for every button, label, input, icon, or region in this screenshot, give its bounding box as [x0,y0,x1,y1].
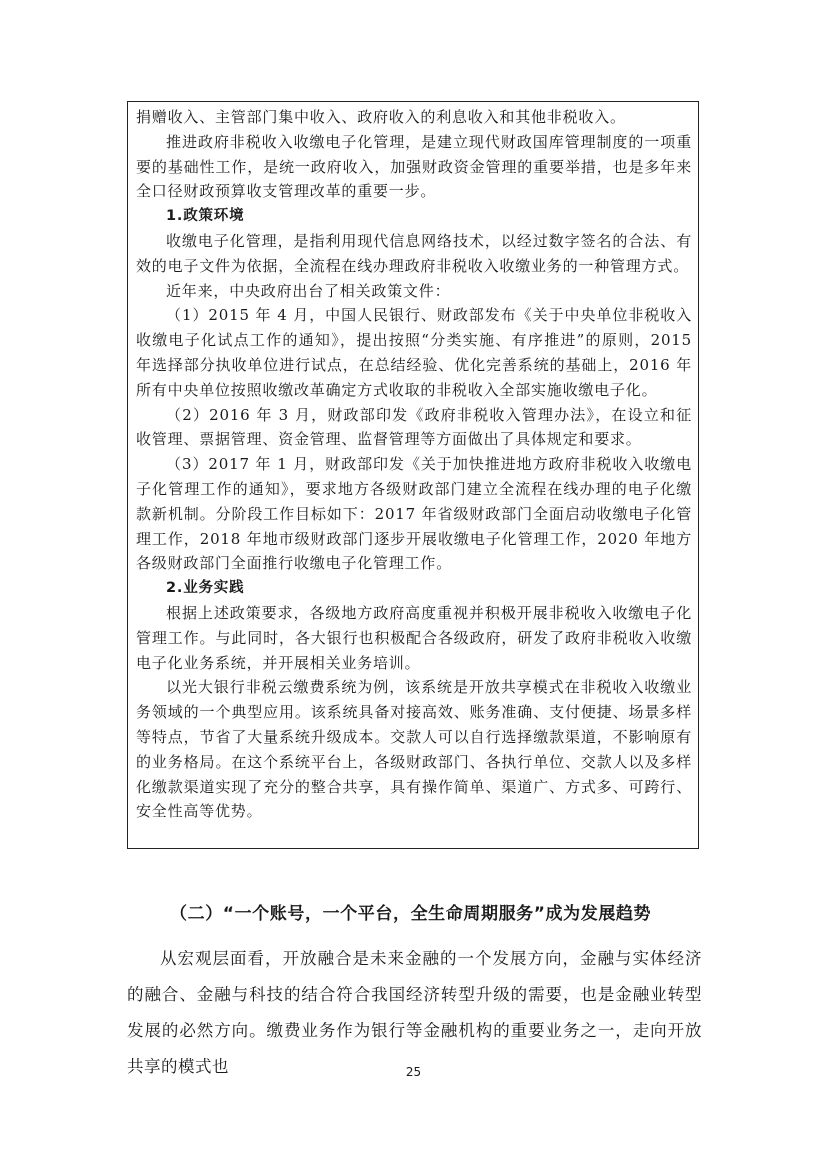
box-paragraph-continuation: 捐赠收入、主管部门集中收入、政府收入的利息收入和其他非税收入。 [136,108,626,126]
box-paragraph-item-1: （1）2015 年 4 月，中国人民银行、财政部发布《关于中央单位非税收入收缴电子化试点工作的通知》，提出按照“分类实施、有序推进”的原则，2015 年选择部分执收单位进行试点，在总结经验、优化完善系统的基础上，2016 年所有中央单位按照收缴改革确定方式收取的非税收入全部实施收缴电子化。 [136,306,692,399]
box-paragraph-practice: 根据上述政策要求，各级地方政府高度重视并积极开展非税收入收缴电子化管理工作。与此同时，各大银行也积极配合各级政府，研发了政府非税收入收缴电子化业务系统，并开展相关业务培训。 [136,603,692,672]
box-paragraph-recent: 近年来，中央政府出台了相关政策文件： [166,281,451,300]
box-paragraph-example: 以光大银行非税云缴费系统为例，该系统是开放共享模式在非税收入收缴业务领域的一个典型应用。该系统具备对接高效、账务准确、支付便捷、场景多样等特点，节省了大量系统升级成本。交款人可以自行选择缴款渠道，不影响原有的业务格局。在这个系统平台上，各级财政部门、各执行单位、交款人以及多样化缴款渠道实现了充分的整合共享，具有操作简单、渠道广、方式多、可跨行、安全性高等优势。 [136,678,692,821]
box-heading-practice: 2.业务实践 [166,580,245,597]
section-title: （二）“一个账号，一个平台，全生命周期服务”成为发展趋势 [170,904,652,924]
body-paragraph: 从宏观层面看，开放融合是未来金融的一个发展方向，金融与实体经济的融合、金融与科技的结合符合我国经济转型升级的需要，也是金融业转型发展的必然方向。缴费业务作为银行等金融机构的重要业务之一，走向开放共享的模式也 [127,949,702,1076]
box-heading-policy: 1.政策环境 [166,208,245,225]
box-paragraph-intro: 推进政府非税收入收缴电子化管理，是建立现代财政国库管理制度的一项重要的基础性工作，是统一政府收入，加强财政资金管理的重要举措，也是多年来全口径财政预算收支管理改革的重要一步。 [136,132,692,201]
text-box [127,101,699,849]
box-paragraph-item-2: （2）2016 年 3 月，财政部印发《政府非税收入管理办法》，在设立和征收管理、票据管理、资金管理、监督管理等方面做出了具体规定和要求。 [136,405,692,449]
page-number: 25 [405,1065,422,1079]
box-paragraph-definition: 收缴电子化管理，是指利用现代信息网络技术，以经过数字签名的合法、有效的电子文件为依据，全流程在线办理政府非税收入收缴业务的一种管理方式。 [136,231,692,275]
box-paragraph-item-3: （3）2017 年 1 月，财政部印发《关于加快推进地方政府非税收入收缴电子化管理工作的通知》，要求地方各级财政部门建立全流程在线办理的电子化缴款新机制。分阶段工作目标如下：2017 年省级财政部门全面启动收缴电子化管理工作，2018 年地市级财政部门逐步开展收缴电子化管理工作，2020 年地方各级财政部门全面推行收缴电子化管理工作。 [136,455,692,573]
